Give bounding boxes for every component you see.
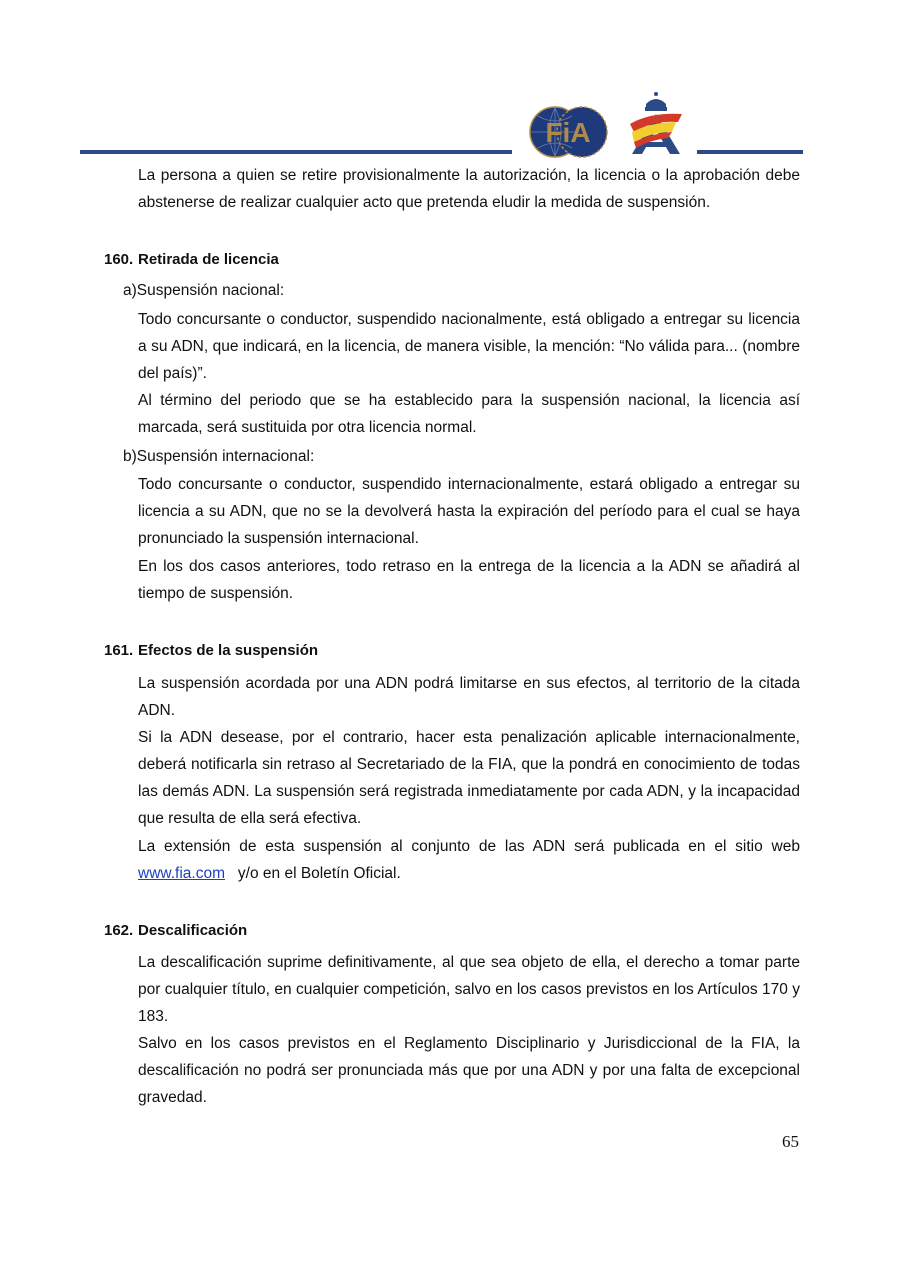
section-heading-160 xyxy=(104,250,279,270)
intro-paragraph: La persona a quien se retire provisionalmente la autorización, la licencia o la aprobación debe abstenerse de realizar cualquier acto que pretenda eludir la medida de suspensión. xyxy=(138,167,800,211)
header-rule-left xyxy=(80,150,512,154)
paragraph: Todo concursante o conductor, suspendido internacionalmente, estará obligado a entregar su licencia a su ADN, que no se la devolverá hasta la expiración del período para el cual se haya pronunciado la suspensión internacional. xyxy=(138,476,800,547)
paragraph: Todo concursante o conductor, suspendido nacionalmente, está obligado a entregar su licencia a su ADN, que indicará, en la licencia, de manera visible, la mención: “No válida para... (nombre del país)”. xyxy=(138,311,800,382)
section-heading-161 xyxy=(104,641,318,661)
paragraph: La descalificación suprime definitivamente, al que sea objeto de ella, el derecho a tomar parte por cualquier título, en cualquier competición, salvo en los casos previstos en los Artículos 170 y 183. xyxy=(138,954,800,1025)
section-title: Efectos de la suspensión xyxy=(138,642,319,659)
section-title: Descalificación xyxy=(138,922,248,939)
subsection-label-a: a)Suspensión nacional: xyxy=(123,282,285,299)
paragraph: La suspensión acordada por una ADN podrá limitarse en sus efectos, al territorio de la citada ADN. xyxy=(138,675,800,719)
section-title: Retirada de licencia xyxy=(138,251,279,268)
paragraph: La extensión de esta suspensión al conjunto de las ADN será publicada en el sitio web xyxy=(138,838,800,855)
paragraph: Si la ADN desease, por el contrario, hacer esta penalización aplicable internacionalmente, deberá notificarla sin retraso al Secretariado de la FIA, que la pondrá en conocimiento de todas las demás ADN. La suspensión será registrada inmediatamente por cada ADN, y la incapacidad que resulta de ella será efectiva. xyxy=(138,729,800,827)
section-heading-162 xyxy=(104,921,247,941)
fia-logo-icon xyxy=(528,106,608,158)
paragraph: En los dos casos anteriores, todo retraso en la entrega de la licencia a la ADN se añadirá al tiempo de suspensión. xyxy=(138,558,800,602)
section-number: 161. xyxy=(104,642,134,659)
rfeda-logo-icon xyxy=(624,90,688,156)
section-number: 160. xyxy=(104,251,134,268)
link-trailing-text: y/o en el Boletín Oficial. xyxy=(237,865,401,882)
svg-text:FiA: FiA xyxy=(545,117,591,148)
paragraph: Al término del periodo que se ha establecido para la suspensión nacional, la licencia así marcada, será sustituida por otra licencia normal. xyxy=(138,392,800,436)
paragraph-link-line xyxy=(138,860,800,887)
crown-icon xyxy=(645,92,667,111)
subsection-label-b: b)Suspensión internacional: xyxy=(123,448,315,465)
header-rule-right xyxy=(697,150,803,154)
paragraph: Salvo en los casos previstos en el Reglamento Disciplinario y Jurisdiccional de la FIA, la descalificación no podrá ser pronunciada más que por una ADN y por una falta de excepcional gravedad. xyxy=(138,1035,800,1106)
fia-website-link[interactable]: www.fia.com xyxy=(138,865,225,882)
page-number: 65 xyxy=(782,1132,799,1151)
section-number: 162. xyxy=(104,922,134,939)
